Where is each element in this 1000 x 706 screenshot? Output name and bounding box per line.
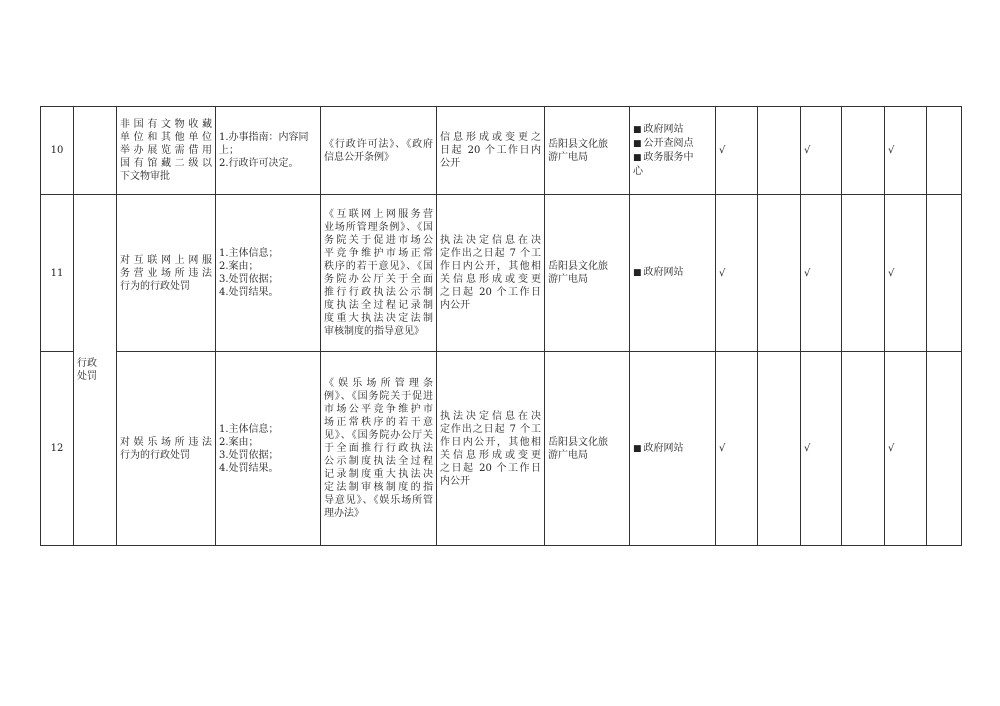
black-square-icon: ■ bbox=[633, 443, 642, 454]
disclosure-subject-cell: 岳阳县文化旅 游广电局 bbox=[545, 107, 630, 195]
check-mark-icon: √ bbox=[804, 443, 811, 454]
category-cell bbox=[74, 107, 117, 195]
check-mark-icon: √ bbox=[888, 443, 895, 454]
item-name-cell: 对互联网上网服 务营业场所违法 行为的行政处罚 bbox=[117, 195, 216, 352]
disclosure-table bbox=[40, 106, 962, 546]
disclosure-content-cell: 1.办事指南：内容同 上； 2.行政许可决定。 bbox=[216, 107, 321, 195]
disclosure-channel-cell: ■ 政府网站 bbox=[630, 195, 716, 352]
empty-check-cell bbox=[927, 352, 962, 546]
item-name-cell: 对娱乐场所违法 行为的行政处罚 bbox=[117, 352, 216, 546]
empty-check-cell bbox=[842, 352, 885, 546]
disclosure-subject-cell: 岳阳县文化旅 游广电局 bbox=[545, 352, 630, 546]
empty-check-cell bbox=[842, 195, 885, 352]
check-mark-icon: √ bbox=[888, 267, 895, 279]
disclosure-time-cell: 执法决定信息在决 定作出之日起 7 个工 作日内公开，其他相 关信息形成或变更 之日起 20 个工作日 内公开 bbox=[437, 195, 545, 352]
check-mark-icon: √ bbox=[804, 145, 811, 156]
check-cell bbox=[801, 352, 842, 546]
empty-check-cell bbox=[758, 195, 801, 352]
empty-check-cell bbox=[758, 107, 801, 195]
empty-check-cell bbox=[842, 107, 885, 195]
check-mark-icon: √ bbox=[719, 267, 726, 279]
black-square-icon: ■ bbox=[633, 139, 642, 149]
disclosure-basis-cell: 《互联网上网服务营 业场所管理条例》、《国 务院关于促进市场公 平竞争维护市场正常 秩序的若干意见》、《国 务院办公厅关于全面 推行行政执法公示制 度执法全过程记录制 度重大执法决定法制 审核制度的指导意见》 bbox=[321, 195, 437, 352]
check-mark-icon: √ bbox=[719, 443, 726, 454]
check-cell bbox=[885, 107, 927, 195]
black-square-icon: ■ bbox=[633, 268, 642, 278]
empty-check-cell bbox=[927, 195, 962, 352]
disclosure-basis-cell: 《娱乐场所管理条 例》、《国务院关于促进 市场公平竞争维护市 场正常秩序的若干意 见》、《国务院办公厅关 于全面推行行政执法 公示制度执法全过程 记录制度重大执法决 定法制审核制度的指 导意见》、《娱乐场所管 理办法》 bbox=[321, 352, 437, 546]
disclosure-basis-cell: 《行政许可法》、《政府 信息公开条例》 bbox=[321, 107, 437, 195]
check-cell bbox=[885, 195, 927, 352]
check-cell bbox=[801, 107, 842, 195]
empty-check-cell bbox=[758, 352, 801, 546]
check-mark-icon: √ bbox=[804, 267, 811, 279]
row-number: 11 bbox=[41, 195, 74, 352]
category-cell: 行政 处罚 bbox=[74, 195, 117, 546]
row-number: 12 bbox=[41, 352, 74, 546]
check-mark-icon: √ bbox=[888, 145, 895, 156]
disclosure-time-cell: 执法决定信息在决 定作出之日起 7 个工 作日内公开，其他相 关信息形成或变更 之日起 20 个工作日 内公开 bbox=[437, 352, 545, 546]
check-cell bbox=[716, 107, 758, 195]
check-mark-icon: √ bbox=[719, 145, 726, 156]
table-row bbox=[41, 195, 962, 352]
check-cell bbox=[716, 195, 758, 352]
disclosure-subject-cell: 岳阳县文化旅 游广电局 bbox=[545, 195, 630, 352]
disclosure-channel-cell: ■ 政府网站 ■ 公开查阅点 ■ 政务服务中 心 bbox=[630, 107, 716, 195]
black-square-icon: ■ bbox=[633, 153, 642, 163]
check-cell bbox=[716, 352, 758, 546]
table-row bbox=[41, 107, 962, 195]
black-square-icon: ■ bbox=[633, 125, 642, 135]
disclosure-content-cell: 1.主体信息； 2.案由； 3.处罚依据； 4.处罚结果。 bbox=[216, 352, 321, 546]
disclosure-time-cell: 信息形成或变更之 日起 20 个工作日内 公开 bbox=[437, 107, 545, 195]
empty-check-cell bbox=[927, 107, 962, 195]
disclosure-content-cell: 1.主体信息； 2.案由； 3.处罚依据； 4.处罚结果。 bbox=[216, 195, 321, 352]
check-cell bbox=[885, 352, 927, 546]
check-cell bbox=[801, 195, 842, 352]
disclosure-channel-cell: ■ 政府网站 bbox=[630, 352, 716, 546]
table-row bbox=[41, 352, 962, 546]
row-number: 10 bbox=[41, 107, 74, 195]
item-name-cell: 非国有文物收藏 单位和其他单位 举办展览需借用 国有馆藏二级以 下文物审批 bbox=[117, 107, 216, 195]
